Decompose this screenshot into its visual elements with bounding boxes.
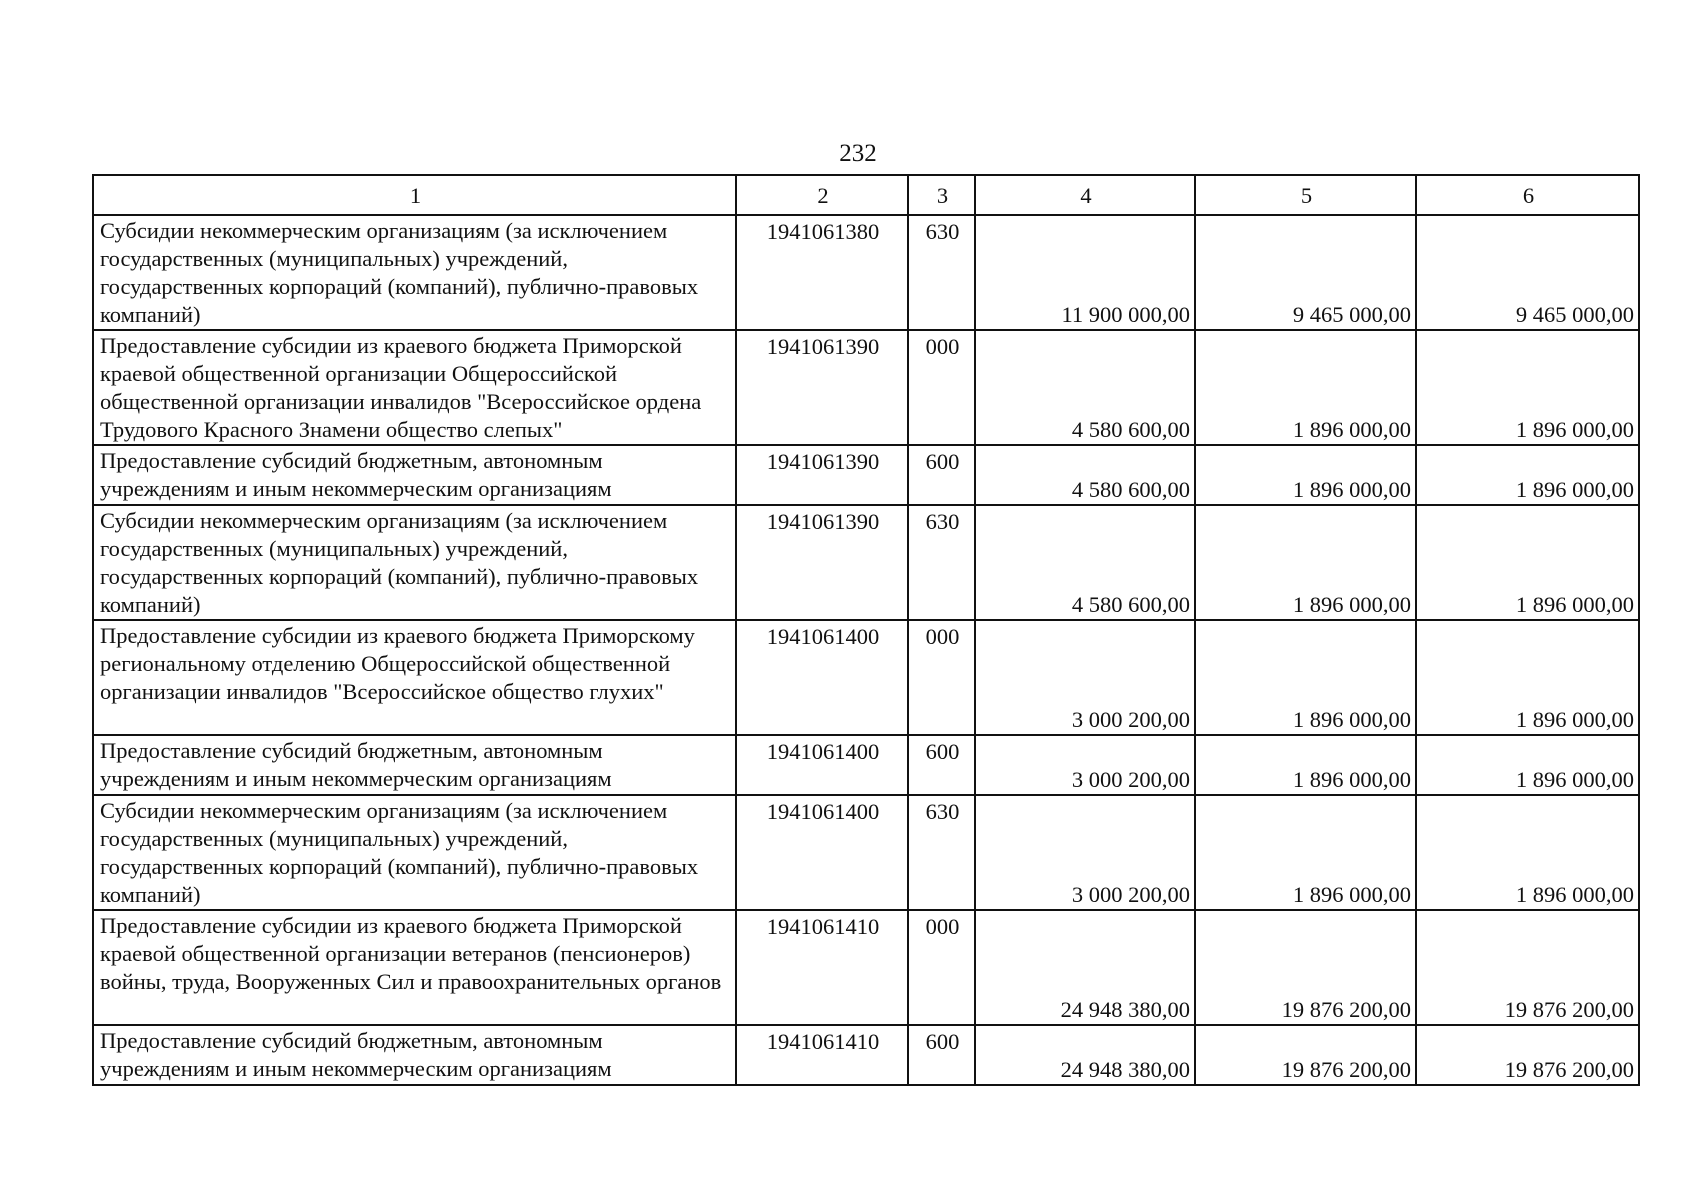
row-name: Предоставление субсидий бюджетным, автономным учреждениям и иным некоммерческим организациям: [93, 445, 736, 505]
column-header: 3: [908, 175, 975, 215]
row-name: Субсидии некоммерческим организациям (за исключением государственных (муниципальных) учреждений, государственных корпораций (компаний), публично-правовых компаний): [93, 795, 736, 910]
row-type: 600: [908, 1025, 975, 1085]
row-value-5: 1 896 000,00: [1195, 505, 1416, 620]
row-value-5: 19 876 200,00: [1195, 910, 1416, 1025]
row-value-4: 4 580 600,00: [975, 330, 1195, 445]
row-type: 000: [908, 330, 975, 445]
row-name: Субсидии некоммерческим организациям (за исключением государственных (муниципальных) учреждений, государственных корпораций (компаний), публично-правовых компаний): [93, 215, 736, 330]
row-value-6: 1 896 000,00: [1416, 330, 1639, 445]
row-value-6: 1 896 000,00: [1416, 735, 1639, 795]
row-value-6: 19 876 200,00: [1416, 1025, 1639, 1085]
column-header: 5: [1195, 175, 1416, 215]
row-value-4: 4 580 600,00: [975, 445, 1195, 505]
table-row: [93, 795, 1639, 910]
row-value-4: 3 000 200,00: [975, 620, 1195, 735]
column-header: 6: [1416, 175, 1639, 215]
page-number: 232: [839, 140, 877, 167]
row-value-4: 3 000 200,00: [975, 795, 1195, 910]
row-name: Предоставление субсидий бюджетным, автономным учреждениям и иным некоммерческим организациям: [93, 735, 736, 795]
column-header: 4: [975, 175, 1195, 215]
row-value-4: 4 580 600,00: [975, 505, 1195, 620]
column-header: 1: [93, 175, 736, 215]
row-code: 1941061410: [736, 1025, 908, 1085]
row-code: 1941061380: [736, 215, 908, 330]
row-value-4: 11 900 000,00: [975, 215, 1195, 330]
row-name: Предоставление субсидий бюджетным, автономным учреждениям и иным некоммерческим организациям: [93, 1025, 736, 1085]
row-type: 630: [908, 215, 975, 330]
table-header-row: [93, 175, 1639, 215]
row-value-6: 1 896 000,00: [1416, 795, 1639, 910]
row-value-6: 1 896 000,00: [1416, 620, 1639, 735]
row-type: 600: [908, 445, 975, 505]
row-value-6: 1 896 000,00: [1416, 505, 1639, 620]
row-name: Субсидии некоммерческим организациям (за исключением государственных (муниципальных) учреждений, государственных корпораций (компаний), публично-правовых компаний): [93, 505, 736, 620]
row-type: 630: [908, 795, 975, 910]
row-code: 1941061390: [736, 330, 908, 445]
row-value-5: 1 896 000,00: [1195, 735, 1416, 795]
row-name: Предоставление субсидии из краевого бюджета Приморской краевой общественной организации Общероссийской общественной организации инвалидов "Всероссийское ордена Трудового Красного Знамени общество слепых": [93, 330, 736, 445]
table-row: [93, 445, 1639, 505]
table-row: [93, 505, 1639, 620]
row-code: 1941061400: [736, 735, 908, 795]
row-value-5: 9 465 000,00: [1195, 215, 1416, 330]
row-code: 1941061400: [736, 620, 908, 735]
column-header: 2: [736, 175, 908, 215]
row-value-5: 1 896 000,00: [1195, 445, 1416, 505]
row-code: 1941061390: [736, 505, 908, 620]
row-value-5: 19 876 200,00: [1195, 1025, 1416, 1085]
table-row: [93, 1025, 1639, 1085]
table-row: [93, 330, 1639, 445]
row-value-4: 24 948 380,00: [975, 1025, 1195, 1085]
table-row: [93, 910, 1639, 1025]
row-value-6: 9 465 000,00: [1416, 215, 1639, 330]
row-name: Предоставление субсидии из краевого бюджета Приморскому региональному отделению Общероссийской общественной организации инвалидов "Всероссийское общество глухих": [93, 620, 736, 735]
row-value-5: 1 896 000,00: [1195, 795, 1416, 910]
row-type: 000: [908, 910, 975, 1025]
table-row: [93, 215, 1639, 330]
row-value-5: 1 896 000,00: [1195, 620, 1416, 735]
row-code: 1941061390: [736, 445, 908, 505]
row-name: Предоставление субсидии из краевого бюджета Приморской краевой общественной организации ветеранов (пенсионеров) войны, труда, Вооруженных Сил и правоохранительных органов: [93, 910, 736, 1025]
row-type: 000: [908, 620, 975, 735]
row-value-4: 3 000 200,00: [975, 735, 1195, 795]
row-value-5: 1 896 000,00: [1195, 330, 1416, 445]
budget-table: [92, 174, 1640, 1086]
table-row: [93, 735, 1639, 795]
row-code: 1941061410: [736, 910, 908, 1025]
row-value-4: 24 948 380,00: [975, 910, 1195, 1025]
table-row: [93, 620, 1639, 735]
row-type: 600: [908, 735, 975, 795]
row-type: 630: [908, 505, 975, 620]
row-value-6: 19 876 200,00: [1416, 910, 1639, 1025]
row-code: 1941061400: [736, 795, 908, 910]
row-value-6: 1 896 000,00: [1416, 445, 1639, 505]
